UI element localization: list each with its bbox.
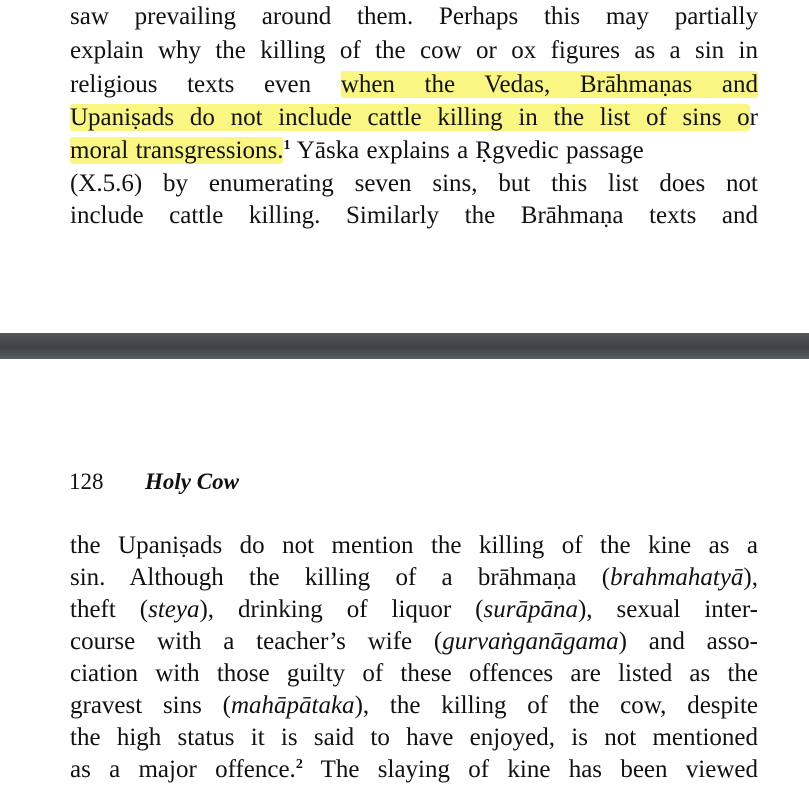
highlight[interactable]: moral transgressions. — [70, 137, 284, 164]
highlight[interactable]: when the Vedas, Brāhmaṇas and — [340, 71, 758, 98]
bottom-page — [0, 359, 809, 800]
text-line: moral transgressions.$^1$ Yāska explains a Ṛgvedic passage — [70, 137, 644, 164]
running-title: Holy Cow — [145, 469, 239, 494]
text-line: as a major offence.$^2$ The slaying of kine has been viewed — [70, 756, 758, 783]
text-line: the high status it is said to have enjoyed, is not mentioned — [70, 724, 758, 751]
text-line: explain why the killing of the cow or ox figures as a sin in — [70, 37, 758, 64]
top-page — [0, 0, 809, 333]
highlight[interactable]: Upaniṣads do not include cattle killing in the list of sins o — [70, 104, 750, 131]
text-line: Upaniṣads do not include cattle killing in the list of sins or — [70, 104, 758, 131]
text-line: include cattle killing. Similarly the Brāhmaṇa texts and — [70, 202, 758, 229]
page-divider — [0, 333, 809, 359]
text-line: the Upaniṣads do not mention the killing of the kine as a — [70, 532, 758, 559]
footnote-marker[interactable]: 1 — [283, 138, 291, 153]
text-line: gravest sins (mahāpātaka), the killing of the cow, despite — [70, 692, 759, 719]
text-line: saw prevailing around them. Perhaps this may partially — [70, 3, 758, 30]
page-number: 128 — [69, 469, 104, 494]
text-line: (X.5.6) by enumerating seven sins, but this list does not — [70, 170, 758, 197]
text-line: ciation with those guilty of these offences are listed as the — [70, 660, 758, 687]
text-line: theft (steya), drinking of liquor (surāpāna), sexual inter- — [70, 596, 758, 623]
footnote-marker[interactable]: 2 — [295, 757, 303, 772]
text-line: sin. Although the killing of a brāhmaṇa (brahmahatyā), — [70, 564, 758, 591]
running-header — [69, 467, 239, 497]
text-line: religious texts even when the Vedas, Brāhmaṇas and — [70, 71, 758, 98]
text-line: course with a teacher’s wife (gurvaṅganāgama) and asso- — [70, 628, 758, 655]
